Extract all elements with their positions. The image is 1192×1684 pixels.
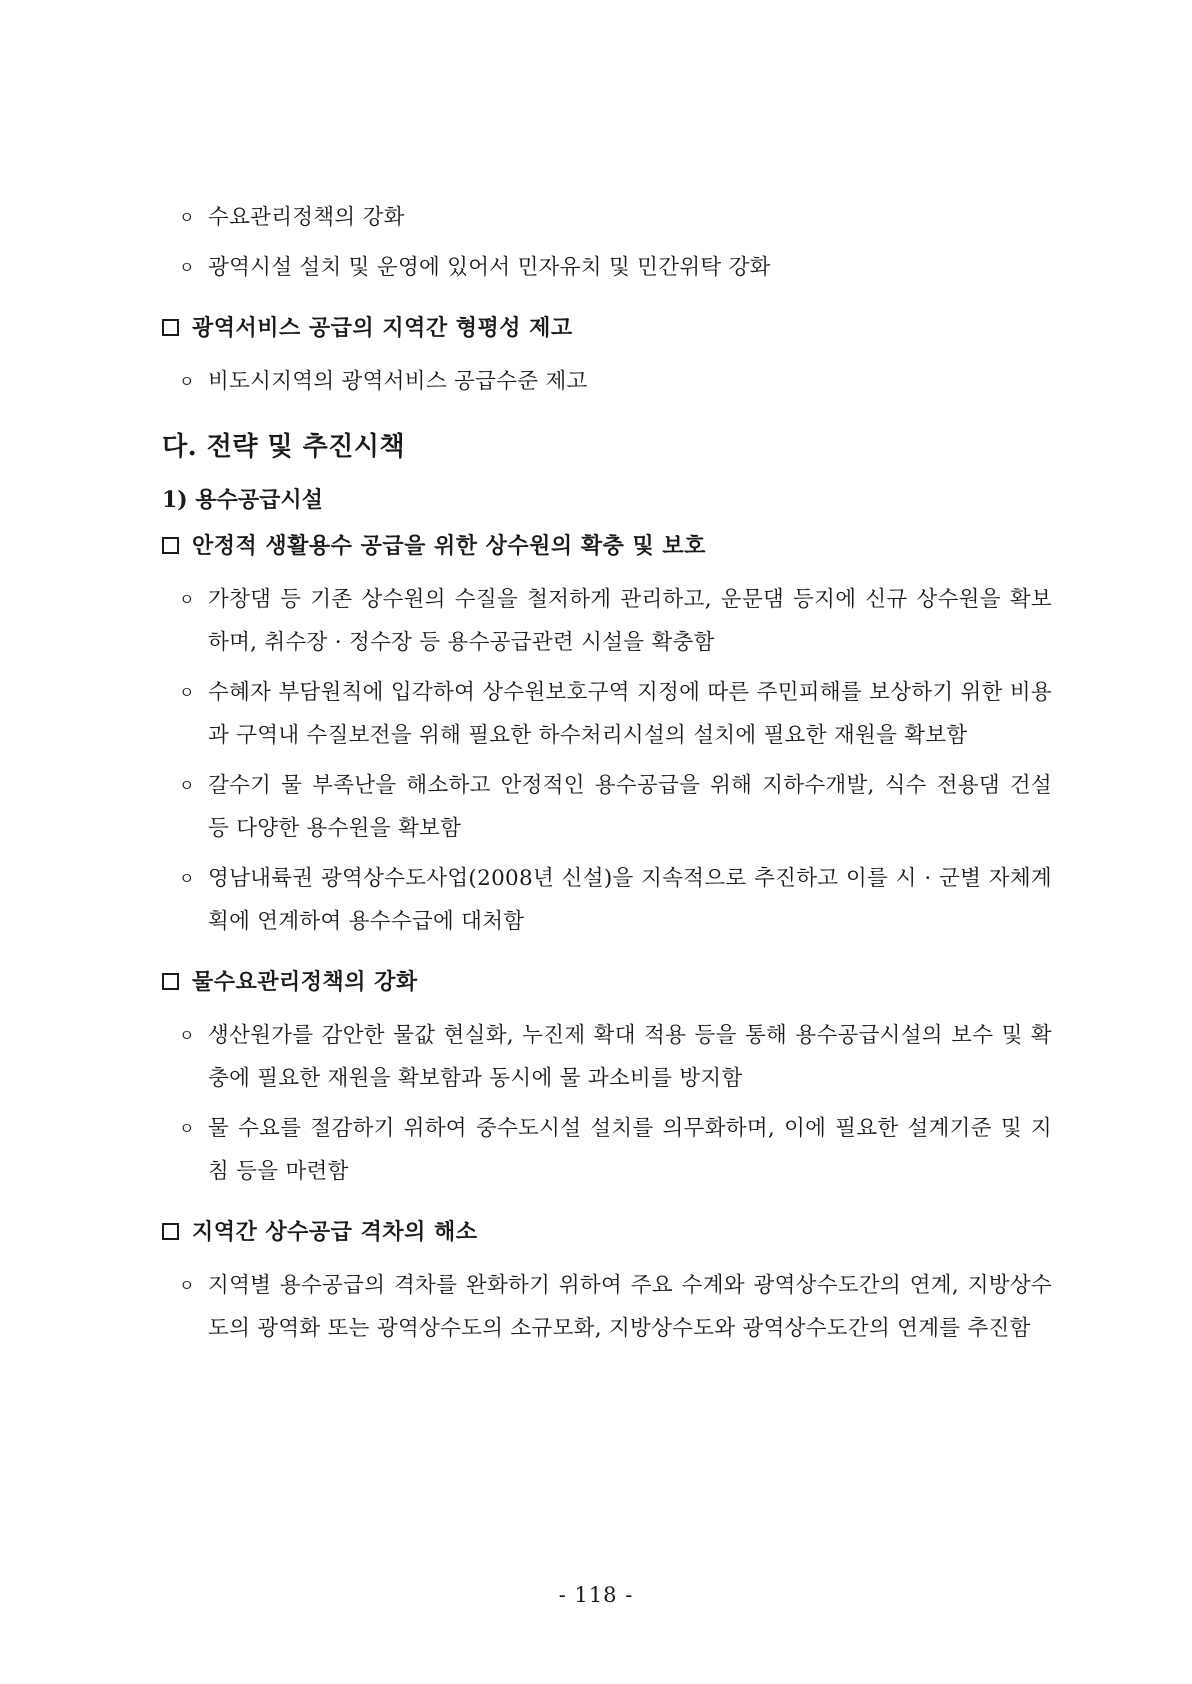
box-heading-text: 안정적 생활용수 공급을 위한 상수원의 확충 및 보호: [192, 533, 706, 559]
box-heading-text: 물수요관리정책의 강화: [192, 969, 418, 995]
bullet-mark: ㅇ: [179, 1119, 195, 1138]
bullet-item: [162, 196, 1052, 239]
bullet-item: [162, 1107, 1052, 1193]
bullet-text: 수요관리정책의 강화: [208, 205, 405, 230]
box-heading: [162, 963, 1052, 1001]
bullet-item: [162, 857, 1052, 943]
bullet-text: 비도시지역의 광역서비스 공급수준 제고: [208, 369, 588, 394]
checkbox-square-icon: [162, 973, 179, 990]
bullet-item: [162, 764, 1052, 850]
page-content: [162, 196, 1052, 1357]
bullet-mark: ㅇ: [179, 776, 195, 795]
bullet-text: 생산원가를 감안한 물값 현실화, 누진제 확대 적용 등을 통해 용수공급시설의 보수 및 확충에 필요한 재원을 확보함과 동시에 물 과소비를 방지함: [208, 1023, 1052, 1091]
box-heading: [162, 527, 1052, 565]
bullet-item: [162, 246, 1052, 289]
bullet-item: [162, 578, 1052, 664]
checkbox-square-icon: [162, 537, 179, 554]
bullet-text: 갈수기 물 부족난을 해소하고 안정적인 용수공급을 위해 지하수개발, 식수 전용댐 건설 등 다양한 용수원을 확보함: [208, 773, 1052, 841]
bullet-mark: ㅇ: [179, 590, 195, 609]
bullet-text: 영남내륙권 광역상수도사업(2008년 신설)을 지속적으로 추진하고 이를 시 · 군별 자체계획에 연계하여 용수수급에 대처함: [208, 866, 1052, 934]
bullet-mark: ㅇ: [179, 869, 195, 888]
checkbox-square-icon: [162, 1223, 179, 1240]
bullet-mark: ㅇ: [179, 208, 195, 227]
bullet-item: [162, 1014, 1052, 1100]
box-heading: [162, 309, 1052, 347]
bullet-mark: ㅇ: [179, 1276, 195, 1295]
bullet-item: [162, 360, 1052, 403]
bullet-text: 수혜자 부담원칙에 입각하여 상수원보호구역 지정에 따른 주민피해를 보상하기 위한 비용과 구역내 수질보전을 위해 필요한 하수처리시설의 설치에 필요한 재원을 확보함: [208, 680, 1052, 748]
checkbox-square-icon: [162, 319, 179, 336]
bullet-item: [162, 1264, 1052, 1350]
bullet-text: 가창댐 등 기존 상수원의 수질을 철저하게 관리하고, 운문댐 등지에 신규 상수원을 확보하며, 취수장 · 정수장 등 용수공급관련 시설을 확충함: [208, 587, 1052, 655]
bullet-text: 물 수요를 절감하기 위하여 중수도시설 설치를 의무화하며, 이에 필요한 설계기준 및 지침 등을 마련함: [208, 1116, 1052, 1184]
sub-heading: 1) 용수공급시설: [162, 487, 323, 513]
section-heading: 다. 전략 및 추진시책: [162, 432, 406, 462]
box-heading-text: 지역간 상수공급 격차의 해소: [192, 1219, 478, 1245]
bullet-mark: ㅇ: [179, 372, 195, 391]
box-heading-text: 광역서비스 공급의 지역간 형평성 제고: [192, 315, 573, 341]
page-number: - 118 -: [558, 1583, 634, 1607]
bullet-text: 지역별 용수공급의 격차를 완화하기 위하여 주요 수계와 광역상수도간의 연계, 지방상수도의 광역화 또는 광역상수도의 소규모화, 지방상수도와 광역상수도간의 연계를 추진함: [208, 1273, 1052, 1341]
box-heading: [162, 1213, 1052, 1251]
bullet-mark: ㅇ: [179, 683, 195, 702]
bullet-mark: ㅇ: [179, 1026, 195, 1045]
bullet-item: [162, 671, 1052, 757]
bullet-text: 광역시설 설치 및 운영에 있어서 민자유치 및 민간위탁 강화: [208, 255, 771, 280]
bullet-mark: ㅇ: [179, 258, 195, 277]
